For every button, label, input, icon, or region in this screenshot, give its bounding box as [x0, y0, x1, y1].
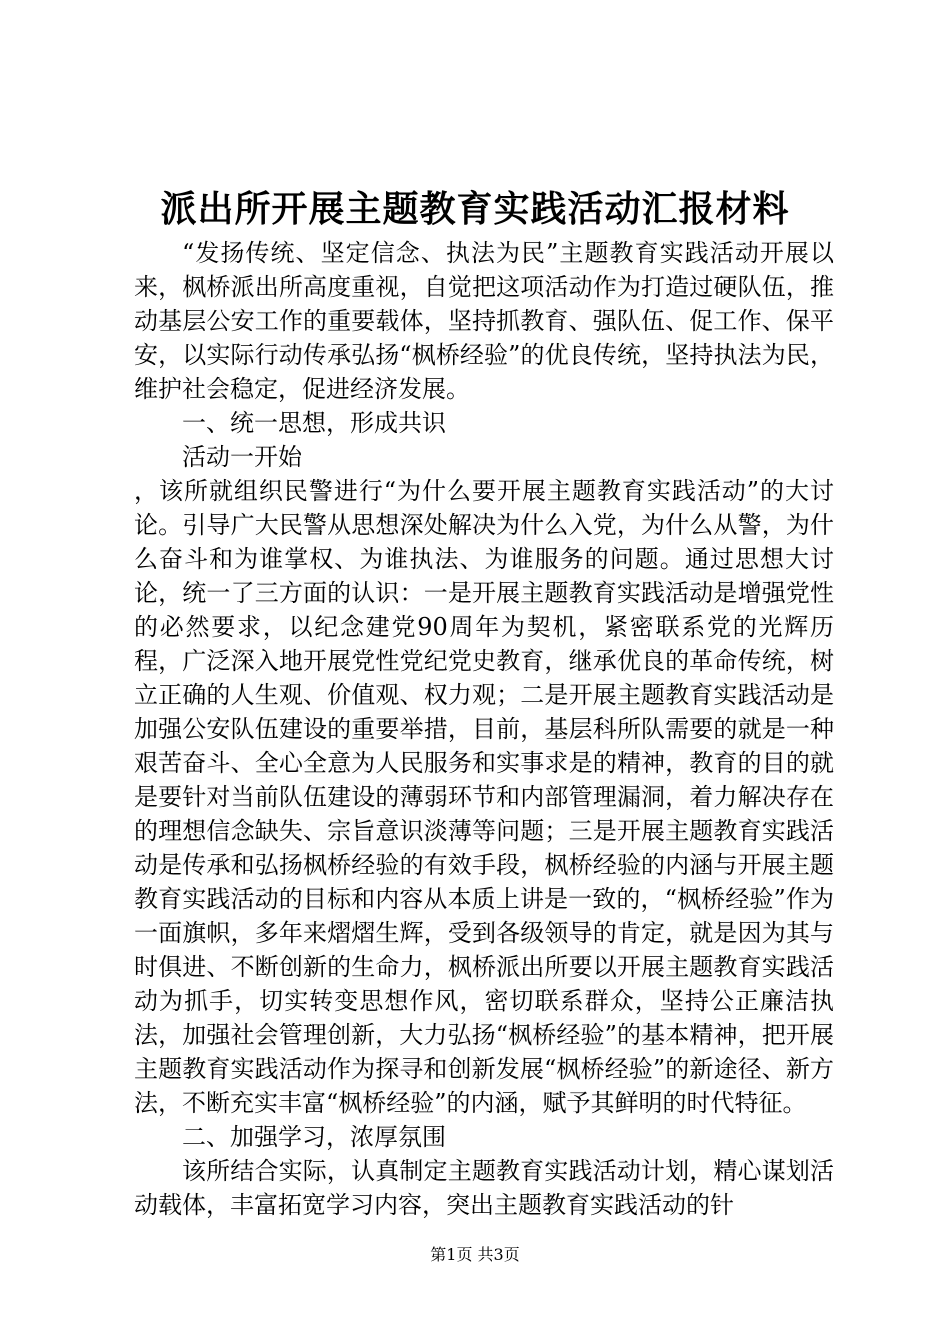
document-title: 派出所开展主题教育实践活动汇报材料	[160, 188, 790, 230]
section-heading-1: 一、统一思想，形成共识	[182, 409, 446, 437]
page-number-footer: 第1页 共3页	[430, 1245, 520, 1264]
paragraph-discussion: ，该所就组织民警进行“为什么要开展主题教育实践活动”的大讨论。引导广大民警从思想深处解决为什么入党，为什么从警，为什么奋斗和为谁掌权、为谁执法、为谁服务的问题。通过思想大讨论，统一了三方面的认识：一是开展主题教育实践活动是增强党性的必然要求，以纪念建党90周年为契机，紧密联系党的光辉历程，广泛深入地开展党性党纪党史教育，继承优良的革命传统，树立正确的人生观、价值观、权力观；二是开展主题教育实践活动是加强公安队伍建设的重要举措，目前，基层科所队需要的就是一种艰苦奋斗、全心全意为人民服务和实事求是的精神，教育的目的就是要针对当前队伍建设的薄弱环节和内部管理漏洞，着力解决存在的理想信念缺失、宗旨意识淡薄等问题；三是开展主题教育实践活动是传承和弘扬枫桥经验的有效手段，枫桥经验的内涵与开展主题教育实践活动的目标和内容从本质上讲是一致的，“枫桥经验”作为一面旗帜，多年来熠熠生辉，受到各级领导的肯定，就是因为其与时俱进、不断创新的生命力，枫桥派出所要以开展主题教育实践活动为抓手，切实转变思想作风，密切联系群众，坚持公正廉洁执法，加强社会管理创新，大力弘扬“枫桥经验”的基本精神，把开展主题教育实践活动作为探寻和创新发展“枫桥经验”的新途径、新方法，不断充实丰富“枫桥经验”的内涵，赋予其鲜明的时代特征。	[134, 477, 834, 1117]
document-body	[134, 236, 834, 1222]
section-heading-2: 二、加强学习，浓厚氛围	[182, 1123, 446, 1151]
paragraph-fragment: 活动一开始	[182, 443, 302, 471]
paragraph-study: 该所结合实际，认真制定主题教育实践活动计划，精心谋划活动载体，丰富拓宽学习内容，突出主题教育实践活动的针	[134, 1157, 834, 1219]
paragraph-intro: “发扬传统、坚定信念、执法为民”主题教育实践活动开展以来，枫桥派出所高度重视，自觉把这项活动作为打造过硬队伍，推动基层公安工作的重要载体，坚持抓教育、强队伍、促工作、保平安，以实际行动传承弘扬“枫桥经验”的优良传统，坚持执法为民，维护社会稳定，促进经济发展。	[134, 239, 834, 403]
